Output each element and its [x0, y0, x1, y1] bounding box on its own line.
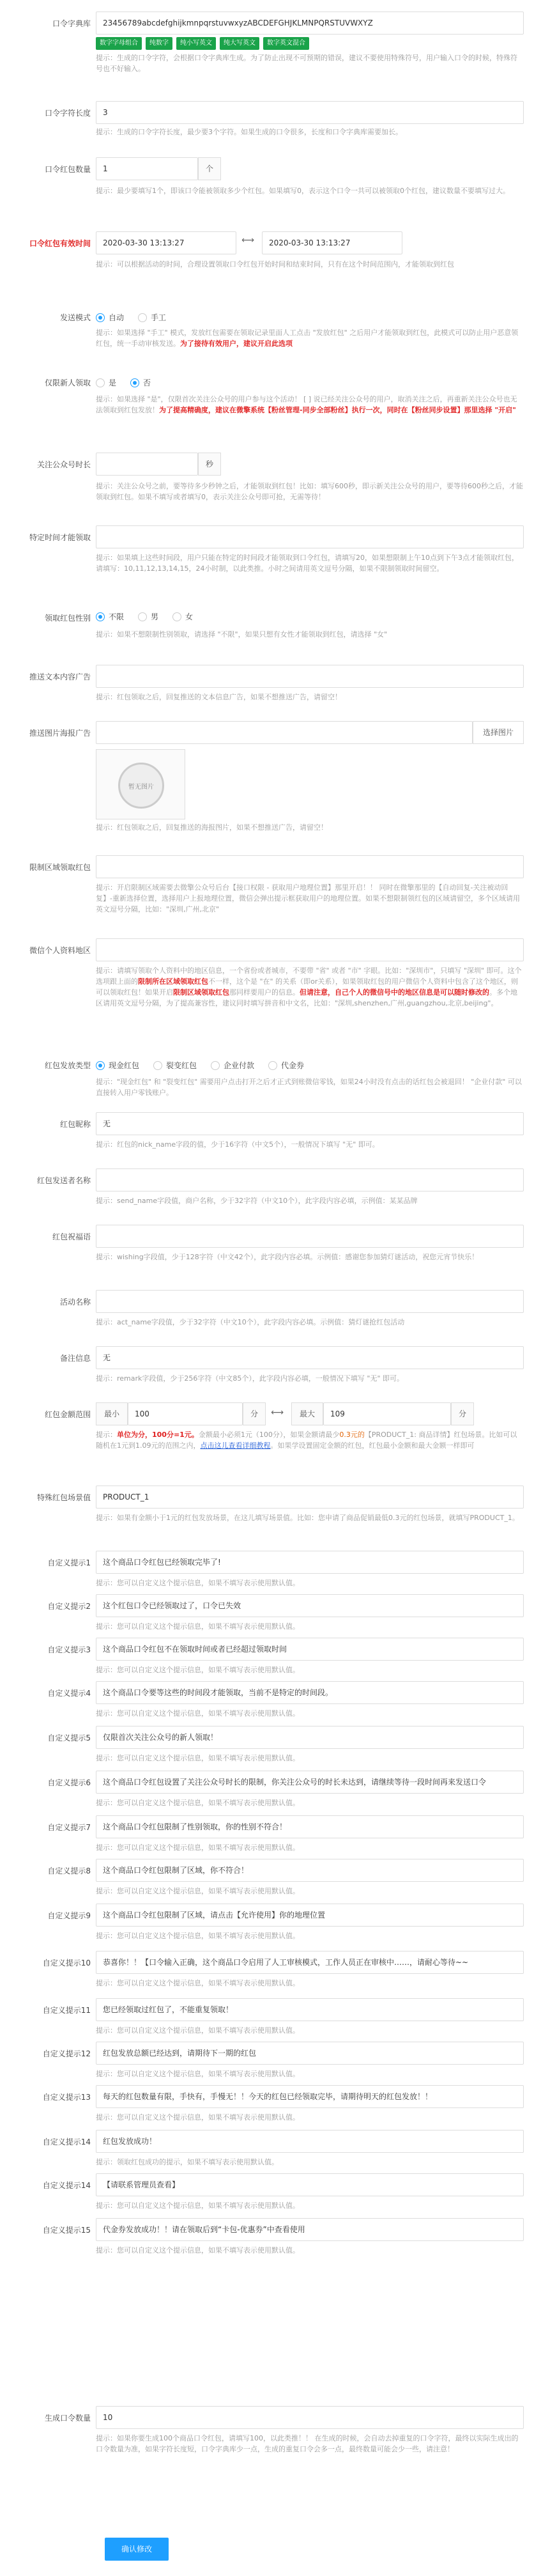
send-mode-option[interactable] — [138, 312, 166, 323]
field-hint: 提示：可以根据活动的时间，合理设置领取口令红包开始时间和结束时间，只有在这个时间范围内，才能领取到红包 — [96, 260, 454, 268]
field-label: 红包祝福语 — [52, 1232, 91, 1241]
field-label: 红包发送者名称 — [36, 1176, 91, 1185]
field-label: 自定义提示3 — [47, 1645, 91, 1654]
custom-tip-input[interactable]: 这个商品口令红包限制了区域，请点击【允许使用】你的地理位置 — [96, 1904, 524, 1927]
amount-hint — [96, 1429, 524, 1451]
custom-tip-input[interactable]: 红包发放总额已经达到，请期待下一期的红包 — [96, 2042, 524, 2065]
custom-tip-input[interactable]: 这个商品口令红包不在领取时间或者已经超过领取时间 — [96, 1638, 524, 1661]
preset-tag[interactable]: 数字英文混合 — [263, 37, 309, 50]
tutorial-link[interactable]: 点击这儿查看详细教程 — [200, 1441, 271, 1450]
hint-text: 。多个地区请用英文逗号分隔，为了提高兼容性，建议同时填写拼音和中文名，比如："深圳,shenzhen,广州,guangzhou,北京,beijing"。 — [96, 988, 517, 1007]
field-hint: 提示：红包的nick_name字段的值，少于16字符（中文5个），一般情况下填写 "无" 即可。 — [96, 1140, 379, 1149]
field-hint: 提示：您可以自定义这个提示信息，如果不填写表示使用默认值。 — [96, 1799, 300, 1807]
radio-label: 女 — [185, 612, 194, 621]
max-amount-input[interactable]: 109 — [323, 1402, 451, 1425]
field-label: 领取红包性别 — [44, 614, 91, 623]
hint-text: 。如果学设置固定金额的红包，红包最小金额和最大金额一样即可 — [270, 1441, 475, 1450]
hint-text: 提示：请填写领取个人资料中的地区信息，一个省份或者城市，不要带 "省" 或者 "市" 字眼。比如："深圳市"，只填写 "深圳" 即可。这个选项跟上面的 — [96, 966, 522, 986]
radio-dot-icon — [96, 378, 105, 387]
field-hint: 提示：您可以自定义这个提示信息，如果不填写表示使用默认值。 — [96, 1979, 300, 1987]
preset-tag[interactable]: 纯数字 — [146, 37, 172, 50]
hint-text: 提示：如果选择 "手工" 模式，发放红包需要在领取记录里面人工点击 "发放红包" 之后用户才能领取到红包，此模式可以防止用户恶意领红包，统一手动审核发送。 — [96, 329, 519, 348]
hint-text: 【PRODUCT_1: 商品详情】红包场景。比如可以随机在1元到1.09元的范围之内， — [96, 1431, 517, 1450]
field-hint: 提示：wishing字段值，少于128字符（中文42个），此字段内容必填。示例值：感谢您参加猜灯谜活动，祝您元宵节快乐！ — [96, 1253, 479, 1261]
custom-tip-input[interactable]: 这个商品口令要等这些的时间段才能领取，当前不是特定的时间段。 — [96, 1681, 524, 1704]
field-label: 特殊红包场景值 — [36, 1493, 91, 1502]
custom-tip-input[interactable]: 这个商品口令红包设置了关注公众号时长的限制，你关注公众号的时长未达到，请继续等待一段时间再来发送口令 — [96, 1771, 524, 1794]
field-label: 特定时间才能领取 — [29, 533, 91, 542]
hint-text: 那同样要用户的信息。 — [229, 988, 300, 997]
radio-dot-icon — [138, 313, 147, 322]
hint-highlight: 为了提高精确度，建议在微擎系统【粉丝管理-同步全部粉丝】执行一次，同时在【粉丝同步设置】那里选择 "开启" — [159, 406, 516, 414]
push-image-input[interactable] — [96, 721, 473, 744]
field-label: 自定义提示1 — [47, 1558, 91, 1567]
field-label: 自定义提示7 — [47, 1823, 91, 1832]
field-label: 口令字符长度 — [44, 109, 91, 118]
field-label: 发送模式 — [59, 313, 91, 322]
push-content-input[interactable] — [96, 665, 524, 688]
generate-count-input[interactable]: 10 — [96, 2406, 524, 2429]
redpack-type-option[interactable] — [153, 1060, 197, 1071]
submit-button[interactable]: 确认修改 — [105, 2538, 169, 2561]
field-hint: 提示：如果填上这些时间段，用户只能在特定的时间段才能领取到口令红包，请填写20，如果想限制上午10点到下午3点才能领取红包，请填写：10,11,12,13,14,15，24小时制，以此类推。小时之间请用英文逗号分隔，如果不限制领取时间留空。 — [96, 554, 519, 573]
field-hint: 提示：您可以自定义这个提示信息，如果不填写表示使用默认值。 — [96, 2113, 300, 2122]
custom-tip-input[interactable]: 这个商品口令红包限制了性别领取，你的性别不符合！ — [96, 1815, 524, 1838]
field-label: 推送文本内容广告 — [29, 672, 91, 681]
custom-tip-input[interactable]: 【请联系管理员查看】 — [96, 2173, 524, 2196]
gender-option[interactable] — [96, 611, 124, 622]
redpack-count-input[interactable]: 1 — [96, 157, 198, 180]
custom-tip-input[interactable]: 这个商品口令红包限制了区域，你不符合！ — [96, 1859, 524, 1882]
unit-addon: 分 — [451, 1402, 474, 1425]
radio-dot-icon — [268, 1061, 277, 1070]
radio-dot-icon — [172, 612, 181, 621]
hint-text: 限制区域领取红包 — [173, 988, 229, 997]
field-label: 自定义提示11 — [42, 2006, 91, 2015]
follow-time-input[interactable] — [96, 453, 198, 476]
gender-option[interactable] — [138, 611, 158, 622]
act-name-input[interactable] — [96, 1290, 524, 1313]
label-code-library: 口令字典库 — [52, 19, 91, 28]
no-image-icon — [118, 763, 164, 809]
hint-highlight: 为了接待有效用户，建议开启此选项 — [180, 339, 293, 348]
radio-dot-icon — [153, 1061, 162, 1070]
gender-option[interactable] — [172, 611, 193, 622]
field-hint: 提示：您可以自定义这个提示信息，如果不填写表示使用默认值。 — [96, 1622, 300, 1631]
field-label: 自定义提示13 — [42, 2093, 91, 2102]
preset-tags — [96, 37, 313, 50]
custom-tip-input[interactable]: 恭喜你！！【口令输入正确，这个商品口令启用了人工审核模式，工作人员正在审核中……，请耐心等待~~ — [96, 1951, 524, 1974]
send-name-input[interactable] — [96, 1168, 524, 1191]
radio-label: 否 — [143, 378, 151, 387]
field-hint: 提示："现金红包" 和 "裂变红包" 需要用户点击打开之后才正式到账微信零钱，如果24小时没有点击的话红包会被退回！ "企业付款" 可以直接转入用户零钱账户。 — [96, 1078, 522, 1097]
field-hint: 提示：您可以自定义这个提示信息，如果不填写表示使用默认值。 — [96, 1843, 300, 1852]
field-hint: 提示：send_name字段值，商户名称，少于32字符（中文10个），此字段内容必填，示例值：某某品牌 — [96, 1197, 418, 1205]
radio-label: 裂变红包 — [166, 1061, 197, 1070]
hint-highlight: 0.3元的 — [339, 1431, 365, 1439]
radio-label: 手工 — [151, 313, 167, 322]
custom-tip-input[interactable]: 这个商品口令红包已经领取完毕了! — [96, 1551, 524, 1574]
gender-group — [96, 611, 193, 622]
field-label: 自定义提示14 — [42, 2181, 91, 2190]
field-hint: 提示：红包领取之后，回复推送的文本信息广告，如果不想推送广告，请留空！ — [96, 693, 342, 701]
field-label: 自定义提示9 — [47, 1911, 91, 1920]
restrict-region-input[interactable] — [96, 855, 524, 878]
field-label: 红包发放类型 — [44, 1061, 91, 1070]
follow-only-option[interactable] — [130, 377, 151, 388]
radio-dot-icon — [211, 1061, 220, 1070]
label-valid-period: 口令红包有效时间 — [29, 239, 91, 248]
min-prefix: 最小 — [96, 1402, 128, 1425]
wishing-input[interactable] — [96, 1225, 524, 1248]
field-hint: 提示：如果有金额小于1元的红包发放场景，在这儿填写场景值。比如：您申请了商品促销最低0.3元的红包场景，就填写PRODUCT_1。 — [96, 1514, 519, 1522]
field-label: 自定义提示4 — [47, 1689, 91, 1698]
arrow-range-icon: ⟷ — [241, 235, 255, 245]
preset-tag[interactable]: 数字字母组合 — [96, 37, 142, 50]
radio-dot-icon — [130, 378, 139, 387]
code-library-input[interactable]: 23456789abcdefghijkmnpqrstuvwxyzABCDEFGHJKLMNPQRSTUVWXYZ — [96, 12, 524, 35]
field-label: 自定义提示2 — [47, 1602, 91, 1611]
send-mode-group — [96, 312, 166, 323]
field-hint: 提示：您可以自定义这个提示信息，如果不填写表示使用默认值。 — [96, 1932, 300, 1940]
field-label: 自定义提示10 — [42, 1959, 91, 1967]
field-hint: 提示：关注公众号之前，要等待多少秒钟之后，才能领取到红包！比如：填写600秒，即示新关注公众号的用户，要等待600秒之后，才能领取到红包。如果不填写或者填写0，表示关注公众号即可抢，无需等待！ — [96, 482, 523, 501]
preset-tag[interactable]: 纯小写英文 — [176, 37, 216, 50]
field-label: 自定义提示6 — [47, 1778, 91, 1787]
custom-tip-input[interactable]: 这个红包口令已经领取过了，口令已失效 — [96, 1594, 524, 1617]
radio-label: 现金红包 — [109, 1061, 140, 1070]
custom-tip-input[interactable]: 仅限首次关注公众号的新人领取！ — [96, 1726, 524, 1749]
field-hint: 提示：生成的口令字符长度，最少要3个字符。如果生成的口令很多，长度和口令字典库需要加长。 — [96, 128, 402, 136]
field-hint: 提示：您可以自定义这个提示信息，如果不填写表示使用默认值。 — [96, 1709, 300, 1718]
redpack-type-option[interactable] — [211, 1060, 254, 1071]
max-prefix: 最大 — [291, 1402, 323, 1425]
field-hint: 提示：您可以自定义这个提示信息，如果不填写表示使用默认值。 — [96, 1579, 300, 1587]
preset-tag[interactable]: 纯大写英文 — [220, 37, 259, 50]
radio-label: 企业付款 — [224, 1061, 255, 1070]
field-label: 自定义提示8 — [47, 1866, 91, 1875]
field-label: 红包金额范围 — [44, 1410, 91, 1419]
nick-name-input[interactable]: 无 — [96, 1112, 524, 1135]
personal-region-hint — [96, 965, 524, 1009]
min-amount-input[interactable]: 100 — [128, 1402, 243, 1425]
start-time-input[interactable]: 2020-03-30 13:13:27 — [96, 231, 236, 254]
field-hint: 提示：您可以自定义这个提示信息，如果不填写表示使用默认值。 — [96, 1887, 300, 1895]
field-hint: 提示：您可以自定义这个提示信息，如果不填写表示使用默认值。 — [96, 1754, 300, 1762]
field-label: 自定义提示12 — [42, 2049, 91, 2058]
personal-region-input[interactable] — [96, 938, 524, 961]
field-hint: 提示：您可以自定义这个提示信息，如果不填写表示使用默认值。 — [96, 2246, 300, 2254]
redpack-type-group — [96, 1060, 304, 1071]
unit-addon: 分 — [243, 1402, 266, 1425]
radio-dot-icon — [96, 612, 105, 621]
radio-label: 自动 — [109, 313, 125, 322]
code-library-hint: 提示：生成的口令字符，会根据口令字典库生成。为了防止出现不可预期的错误，建议不要使用特殊符号，用户输入口令的时候，特殊符号也不好输入。 — [96, 54, 517, 73]
field-label: 口令红包数量 — [44, 165, 91, 174]
field-label: 活动名称 — [59, 1298, 91, 1307]
no-image-text: 暂无图片 — [128, 783, 154, 791]
field-label: 推送图片海报广告 — [29, 729, 91, 738]
field-hint: 提示：领取红包成功的提示，如果不填写表示使用默认值。 — [96, 2158, 278, 2166]
field-hint: 提示：开启限制区域需要去微擎公众号后台【接口权限 - 获取用户地理位置】那里开启！！ 同时在微擎那里的【自动回复-关注被动回复】-重新选择位置，选择用户上报地理位置，微信会弹出提示框获取用户的地理位置。如果不想限制领红包的区域请留空，多个区域请用英文逗号分隔，比如："深圳,广州,北京" — [96, 883, 520, 913]
custom-tip-input[interactable]: 您已经领取过红包了，不能重复领取！ — [96, 1998, 524, 2021]
radio-dot-icon — [138, 612, 147, 621]
hint-text: 提示： — [96, 1431, 117, 1439]
field-label: 自定义提示15 — [42, 2226, 91, 2235]
hint-text: 不一样，这个是 "在" 的关系（即or关系），如果领取红包的用户微信个人资料中包含了这个地区，则可以领取红包！如果开启 — [96, 977, 518, 997]
unit-addon: 个 — [198, 157, 221, 180]
custom-tip-input[interactable]: 每天的红包数量有限，手快有，手慢无！！今天的红包已经领取完毕，请期待明天的红包发放！！ — [96, 2085, 524, 2108]
field-hint: 提示：最少要填写1个，即该口令能被领取多少个红包。如果填写0，表示这个口令一共可以被领取0个红包，建议数量不要填写过大。 — [96, 187, 510, 195]
field-label: 自定义提示5 — [47, 1734, 91, 1742]
field-label: 微信个人资料地区 — [29, 946, 91, 955]
follow-only-group — [96, 377, 151, 388]
redpack-type-option[interactable] — [268, 1060, 304, 1071]
radio-label: 不限 — [109, 612, 125, 621]
field-hint: 提示：您可以自定义这个提示信息，如果不填写表示使用默认值。 — [96, 1666, 300, 1674]
send-mode-hint — [96, 327, 524, 349]
scene-id-input[interactable]: PRODUCT_1 — [96, 1486, 524, 1509]
field-label: 仅限新人领取 — [44, 378, 91, 387]
hint-text: 限制所在区域领取红包 — [138, 977, 208, 986]
radio-label: 是 — [109, 378, 117, 387]
limit-time-input[interactable] — [96, 525, 524, 548]
field-hint: 提示：红包领取之后，回复推送的海报图片，如果不想推送广告，请留空！ — [96, 823, 328, 832]
field-label: 限制区域领取红包 — [29, 863, 91, 872]
radio-dot-icon — [96, 313, 105, 322]
follow-only-option[interactable] — [96, 377, 116, 388]
radio-label: 代金券 — [281, 1061, 305, 1070]
field-label: 备注信息 — [59, 1354, 91, 1363]
field-hint: 提示：remark字段值，少于256字符（中文85个），此字段内容必填，一般情况下填写 "无" 即可。 — [96, 1374, 404, 1383]
select-image-button[interactable]: 选择图片 — [473, 721, 524, 744]
field-hint: 提示：您可以自定义这个提示信息，如果不填写表示使用默认值。 — [96, 2201, 300, 2210]
field-label: 关注公众号时长 — [36, 460, 91, 469]
custom-tip-input[interactable]: 红包发放成功！ — [96, 2130, 524, 2153]
hint-highlight: 单位为分，100分=1元。 — [117, 1431, 199, 1439]
field-hint: 提示：如果不想限制性别领取，请选择 "不限"，如果只想有女性才能领取到红包，请选择 "女" — [96, 630, 388, 639]
radio-label: 男 — [151, 612, 159, 621]
field-label: 自定义提示14 — [42, 2138, 91, 2146]
hint-text: 但请注意，自己个人的微信号中的地区信息是可以随时修改的 — [300, 988, 489, 997]
radio-dot-icon — [96, 1061, 105, 1070]
field-label: 生成口令数量 — [44, 2414, 91, 2423]
code-length-input[interactable]: 3 — [96, 101, 524, 124]
send-mode-option[interactable] — [96, 312, 124, 323]
hint-text: 提示：如果选择 "是"，仅限首次关注公众号的用户参与这个活动！ [ ] 说已经关注公众号的用户，取消关注之后，再重新关注公众号也无法领取到红包发放！ — [96, 395, 517, 414]
remark-input[interactable]: 无 — [96, 1346, 524, 1369]
unit-addon: 秒 — [198, 453, 221, 476]
hint-text: 金额最小必须1元（100分），如果金额请最少 — [198, 1431, 340, 1439]
field-label: 红包昵称 — [59, 1120, 91, 1129]
custom-tip-input[interactable]: 代金券发放成功！！请在领取后到“卡包-优惠券”中查看使用 — [96, 2218, 524, 2241]
follow-only-hint — [96, 394, 524, 415]
image-preview — [96, 749, 185, 819]
field-hint: 提示：act_name字段值，少于32字符（中文10个），此字段内容必填。示例值：猜灯谜抢红包活动 — [96, 1318, 405, 1326]
redpack-type-option[interactable] — [96, 1060, 139, 1071]
field-hint: 提示：您可以自定义这个提示信息，如果不填写表示使用默认值。 — [96, 2070, 300, 2078]
arrow-range-icon: ⟷ — [271, 1408, 284, 1418]
end-time-input[interactable]: 2020-03-30 13:13:27 — [262, 231, 402, 254]
field-hint: 提示：如果你要生成100个商品口令红包，请填写100，以此类推！！ 在生成的时候，会自动去掉重复的口令字符，最终以实际生成出的口令数量为准，如果字符长度短，口令字典库少一点，生成的重复口令会多一点，最终数量可能会少一些，请注意！ — [96, 2434, 519, 2453]
field-hint: 提示：您可以自定义这个提示信息，如果不填写表示使用默认值。 — [96, 2026, 300, 2035]
